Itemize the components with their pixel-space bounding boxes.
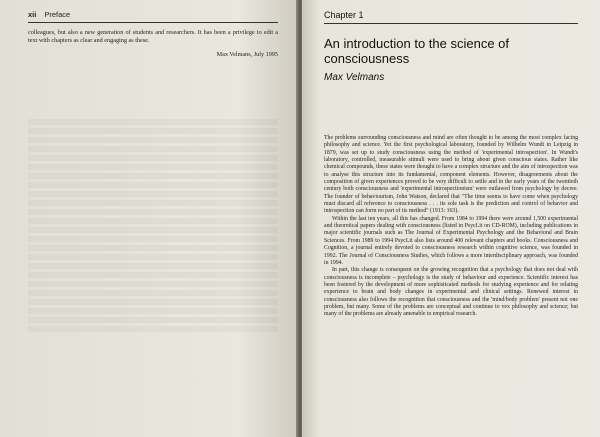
chapter-label: Chapter 1	[324, 10, 578, 24]
preface-signature: Max Velmans, July 1995	[216, 51, 278, 58]
running-head-title: Preface	[44, 10, 71, 19]
chapter-body	[324, 135, 578, 319]
show-through-text	[28, 119, 278, 332]
paragraph: Within the last ten years, all this has changed. From 1984 to 1994 there were around 1,500 experimental and theoretical papers dealing with consciousness (listed in PsycLit on CD-ROM), including publications in major scientific journals such as The Journal of Experimental Psychology and the Behavioral and Brain Sciences. From 1989 to 1994 PsycLit also lists around 400 relevant chapters and books. Consciousness and Cognition, a journal entirely devoted to consciousness research within cognitive science, was founded in 1992. The Journal of Consciousness Studies, which follows a more interdisciplinary approach, was founded in 1994.	[324, 215, 578, 266]
right-page	[302, 0, 600, 437]
preface-text: colleagues, but also a new generation of students and researchers. It has been a privilege to edit a text with chapters as clear and engaging as these.	[28, 29, 278, 44]
chapter-author: Max Velmans	[324, 72, 385, 83]
page-number: xii	[28, 10, 37, 19]
running-head	[28, 10, 278, 23]
paragraph: The problems surrounding consciousness and mind are often thought to be among the most complex facing philosophy and science. Yet the first psychological laboratory, founded by Wilhelm Wundt in Leipzig in 1879, was set up to study consciousness using the method of 'experimental introspection'. In Wundt's laboratory, controlled, measurable stimuli were used to bring about given conscious states. Rather like chemical compounds, these states were thought to have a complex structure and the aim of introspection was to analyse this structure into its fundamental, component elements. However, disagreements about the composition of given experiences proved to be very difficult to settle and in the early years of the twentieth century both consciousness and 'experimental introspectionism' were outlawed from psychology by decree. The founder of behaviourism, John Watson, declared that "The time seems to have come when psychology must discard all reference to consciousness . . . its sole task is the prediction and control of behavior and introspection can form no part of its method" (1913: 163).	[324, 135, 578, 215]
paragraph: In part, this change is consequent on the growing recognition that a psychology that does not deal with consciousness is incomplete – psychology is the study of behaviour and experience. Scientific interest has been fostered by the development of more sophisticated methods for studying experience and for relating experience to brain and body changes in experimental and clinical settings. Renewed interest in consciousness also follows the recognition that consciousness and the 'mind/body problem' present not one problem, but many. Some of the problems are conceptual and continue to vex philosophy and science; but many of the problems are already amenable to empirical research.	[324, 267, 578, 318]
chapter-title: An introduction to the science of consciousness	[324, 36, 510, 66]
left-page	[0, 0, 298, 437]
